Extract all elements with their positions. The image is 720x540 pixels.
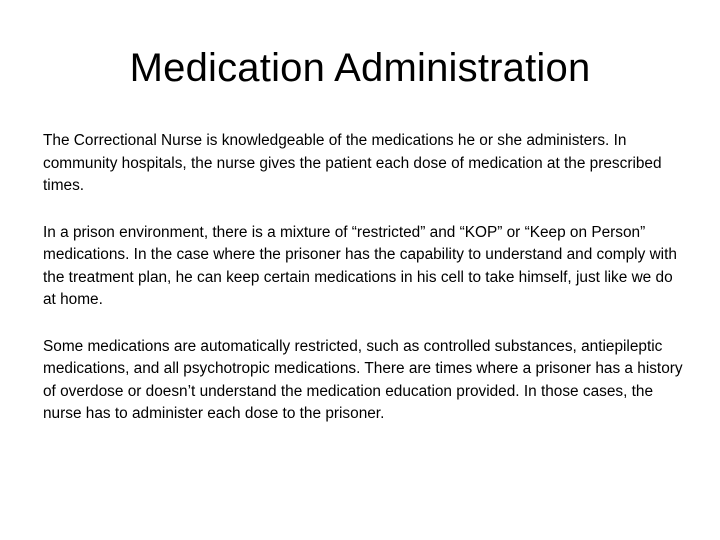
- slide-body: [43, 130, 683, 450]
- slide-title: Medication Administration: [129, 46, 591, 90]
- paragraph-restricted-medications: Some medications are automatically restricted, such as controlled substances, antiepileptic medications, and all psychotropic medications. There are times where a prisoner has a history of overdose or doesn’t understand the medication education provided. In those cases, the nurse has to administer each dose to the prisoner.: [43, 337, 683, 422]
- paragraph-community-hospitals: The Correctional Nurse is knowledgeable of the medications he or she administers. In community hospitals, the nurse gives the patient each dose of medication at the prescribed times.: [43, 132, 662, 194]
- paragraph-prison-environment: In a prison environment, there is a mixture of “restricted” and “KOP” or “Keep on Person” medications. In the case where the prisoner has the capability to understand and comply with the treatment plan, he can keep certain medications in his cell to take himself, just like we do at home.: [43, 223, 677, 308]
